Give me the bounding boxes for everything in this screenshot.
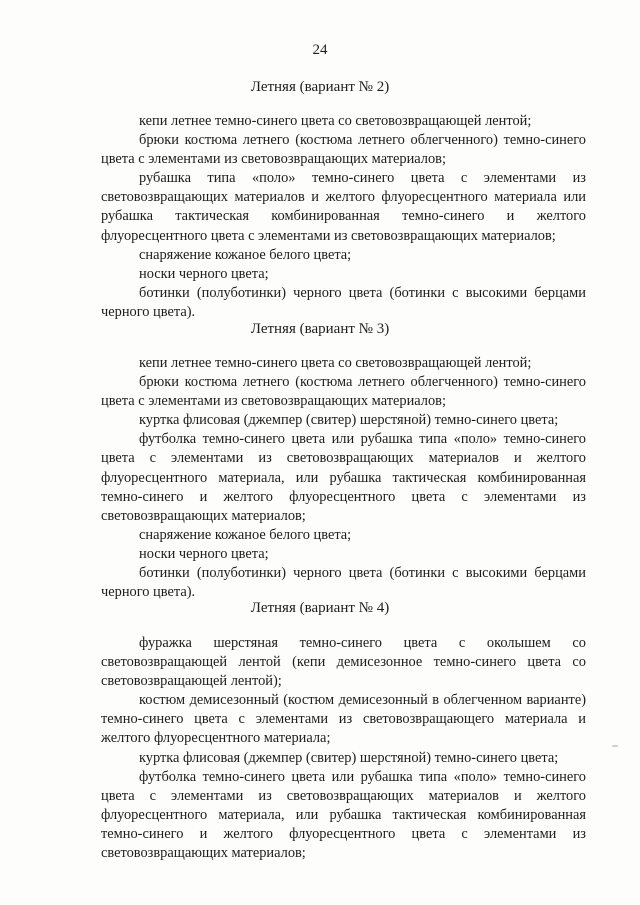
- list-item: брюки костюма летнего (костюма летнего облегченного) темно-синего цвета с элементами из световозвращающих материалов;: [101, 132, 586, 168]
- section-body-variant-4: [101, 634, 586, 863]
- list-item: костюм демисезонный (костюм демисезонный в облегченном варианте) темно-синего цвета с элементами из световозвращающего материала и желтого флуоресцентного материала;: [101, 692, 586, 747]
- list-item: носки черного цвета;: [139, 265, 269, 282]
- list-item: куртка флисовая (джемпер (свитер) шерстяной) темно-синего цвета;: [139, 749, 559, 766]
- list-item: ботинки (полуботинки) черного цвета (ботинки с высокими берцами черного цвета).: [101, 284, 586, 320]
- list-item: фуражка шерстяная темно-синего цвета с околышем со световозвращающей лентой (кепи демисезонное темно-синего цвета со световозвращающей лентой);: [101, 635, 586, 690]
- list-item: носки черного цвета;: [139, 545, 269, 562]
- section-heading-variant-4: Летняя (вариант № 4): [250, 600, 390, 616]
- list-item: снаряжение кожаное белого цвета;: [139, 246, 352, 263]
- list-item: футболка темно-синего цвета или рубашка типа «поло» темно-синего цвета с элементами из световозвращающих материалов и желтого флуоресцентного материала, или рубашка тактическая комбинированная темно-синего и желтого флуоресцентного цвета с элементами из световозвращающих материалов;: [101, 768, 586, 862]
- list-item: брюки костюма летнего (костюма летнего облегченного) темно-синего цвета с элементами из световозвращающих материалов;: [101, 374, 586, 410]
- list-item: куртка флисовая (джемпер (свитер) шерстяной) темно-синего цвета;: [139, 412, 559, 429]
- list-item: снаряжение кожаное белого цвета;: [139, 526, 352, 543]
- section-heading-variant-3: Летняя (вариант № 3): [250, 321, 390, 337]
- list-item: кепи летнее темно-синего цвета со световозвращающей лентой;: [139, 355, 532, 371]
- list-item: рубашка типа «поло» темно-синего цвета с элементами из световозвращающих материалов и желтого флуоресцентного материала или рубашка тактическая комбинированная темно-синего и желтого флуоресцентного цвета с элементами из световозвращающих материалов;: [101, 170, 586, 244]
- section-heading-variant-2: Летняя (вариант № 2): [250, 79, 390, 95]
- page-number: 24: [312, 42, 328, 58]
- list-item: кепи летнее темно-синего цвета со световозвращающей лентой;: [139, 113, 532, 129]
- list-item: ботинки (полуботинки) черного цвета (ботинки с высокими берцами черного цвета).: [101, 565, 586, 601]
- section-body-variant-3: [101, 354, 586, 602]
- list-item: футболка темно-синего цвета или рубашка типа «поло» темно-синего цвета с элементами из световозвращающих материалов и желтого флуоресцентного материала, или рубашка тактическая комбинированная темно-синего и желтого флуоресцентного цвета с элементами из световозвращающих материалов;: [101, 431, 586, 524]
- scan-speck: [612, 745, 618, 747]
- section-body-variant-2: [101, 112, 586, 322]
